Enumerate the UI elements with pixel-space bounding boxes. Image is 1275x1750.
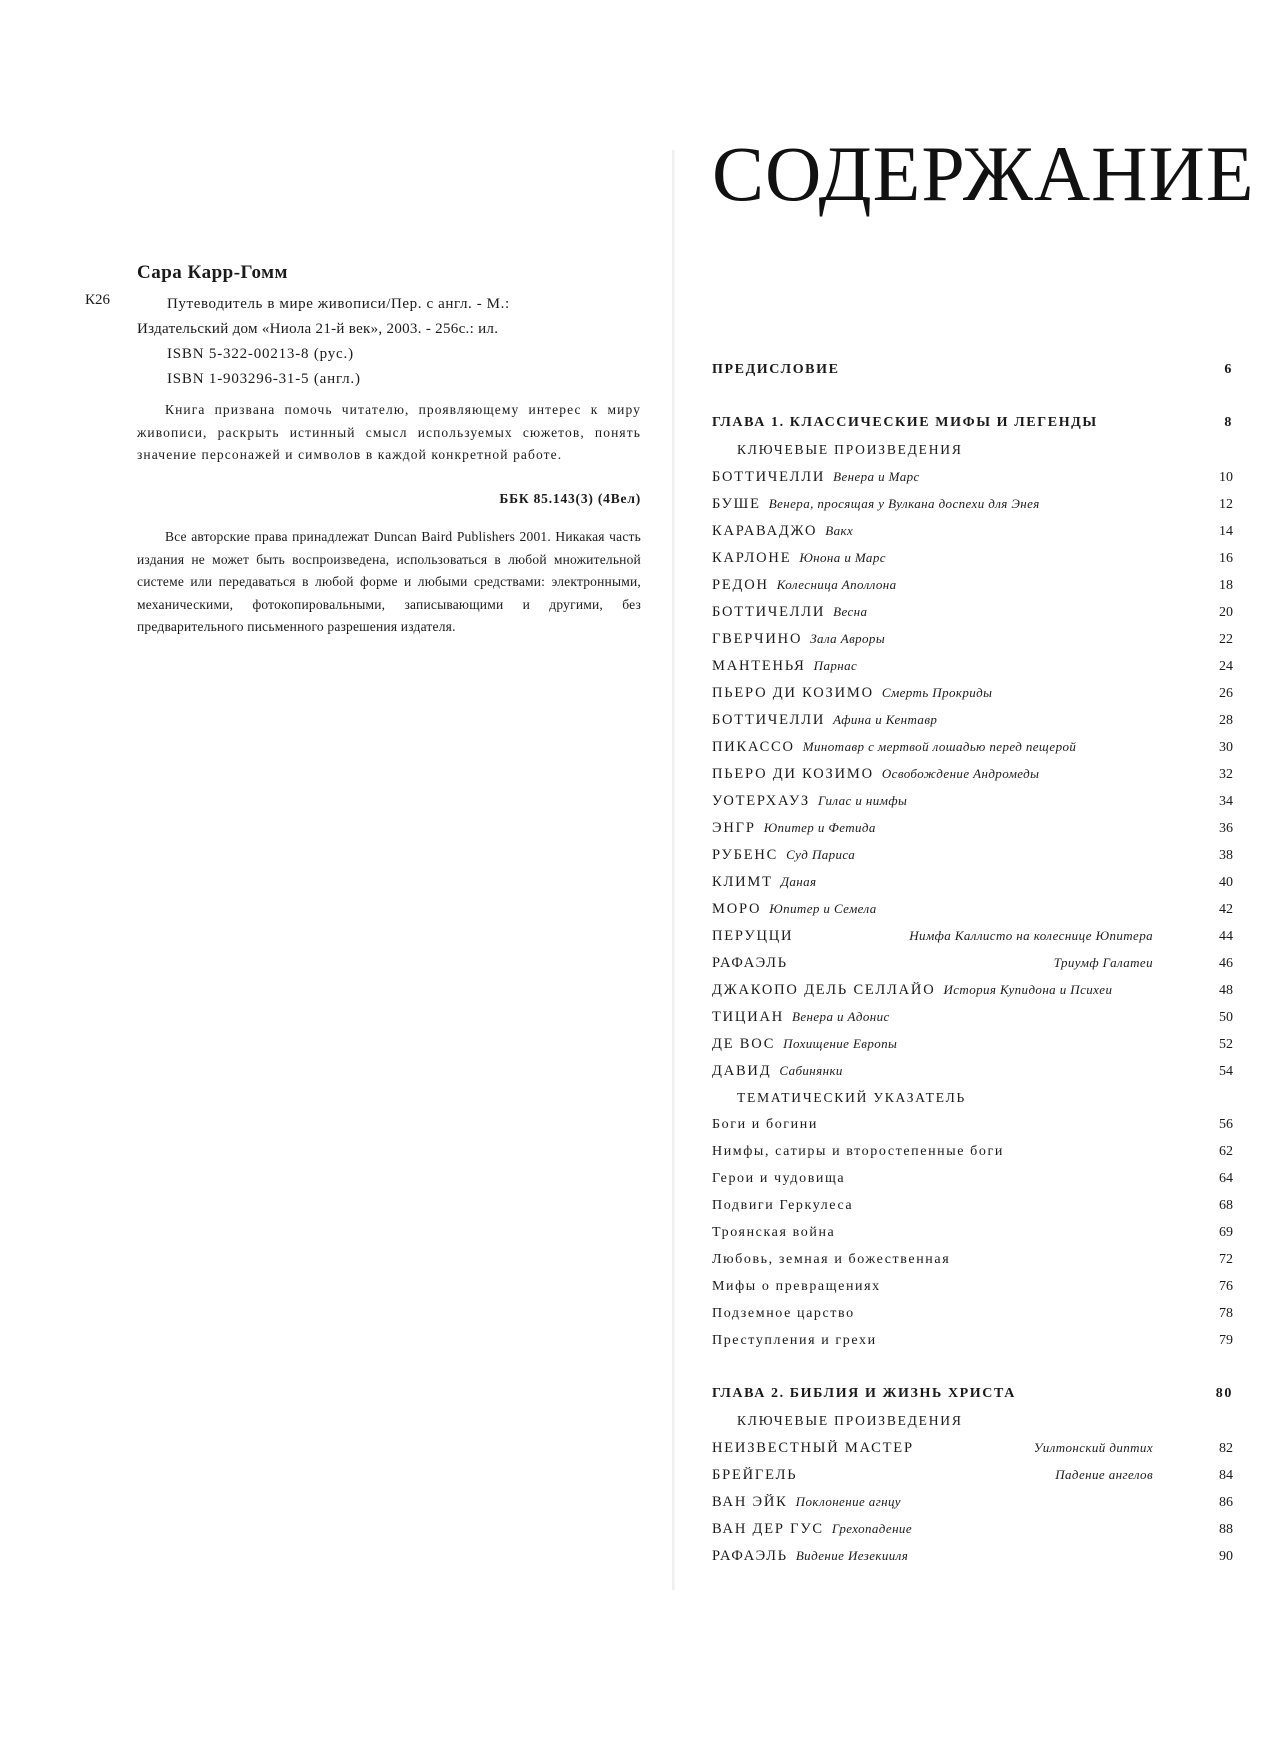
toc-entry-title: Весна — [833, 604, 868, 619]
toc-entry-artist: ВАН ДЕР ГУС — [712, 1521, 824, 1537]
toc-entry-title: Падение ангелов — [1055, 1467, 1153, 1482]
toc-entry-work[interactable] — [712, 820, 1233, 846]
toc-entry-chapter-2[interactable] — [712, 1386, 1233, 1412]
toc-entry-work[interactable] — [712, 739, 1233, 765]
toc-entry-artist: ГВЕРЧИНО — [712, 631, 803, 647]
toc-page-number: 14 — [1219, 524, 1233, 539]
toc-entry-artist: ПЕРУЦЦИ — [712, 928, 794, 944]
toc-entry-topic[interactable] — [712, 1198, 1233, 1224]
toc-page-number: 40 — [1219, 875, 1233, 890]
toc-entry-artist: ПЬЕРО ДИ КОЗИМО — [712, 766, 874, 782]
toc-entry-chapter-1[interactable] — [712, 415, 1233, 441]
toc-page-number: 36 — [1219, 821, 1233, 836]
toc-entry-title: Юпитер и Семела — [769, 901, 877, 916]
toc-page-number: 84 — [1219, 1468, 1233, 1483]
toc-entry-work[interactable] — [712, 550, 1233, 576]
toc-entry-title: Венера и Марс — [833, 469, 920, 484]
copyright-paragraph: Все авторские права принадлежат Duncan Baird Publishers 2001. Никакая часть издания не может быть воспроизведена, использоваться в любой множительной системе или передаваться в любой форме и любыми средствами: электронными, механическими, фотокопировальными, записывающими и другими, без предварительного письменного разрешения издателя. — [137, 529, 641, 634]
toc-entry-title: Поклонение агнцу — [795, 1494, 901, 1509]
toc-entry-title: Юпитер и Фетида — [763, 820, 876, 835]
toc-entry-topic[interactable] — [712, 1252, 1233, 1278]
biblio-line-2: Издательский дом «Ниола 21-й век», 2003. - 256с.: ил. — [137, 321, 499, 337]
toc-entry-topic[interactable] — [712, 1279, 1233, 1305]
toc-entry-artist: ВАН ЭЙК — [712, 1494, 788, 1510]
toc-entry-label: Подземное царство — [712, 1306, 855, 1321]
toc-entry-title: Похищение Европы — [783, 1036, 898, 1051]
isbn-english: ISBN 1-903296-31-5 (англ.) — [167, 371, 361, 387]
toc-entry-artist: МАНТЕНЬЯ — [712, 658, 806, 674]
toc-entry-artist: ПЬЕРО ДИ КОЗИМО — [712, 685, 874, 701]
toc-entry-label: ПРЕДИСЛОВИЕ — [712, 362, 840, 377]
toc-entry-artist: БОТТИЧЕЛЛИ — [712, 469, 826, 485]
toc-page-number: 52 — [1219, 1037, 1233, 1052]
toc-entry-title: Смерть Прокриды — [881, 685, 993, 700]
toc-page-number: 30 — [1219, 740, 1233, 755]
toc-page-number: 10 — [1219, 470, 1233, 485]
toc-entry-artist: КАРЛОНЕ — [712, 550, 792, 566]
toc-entry-topic[interactable] — [712, 1144, 1233, 1170]
toc-entry-label: Герои и чудовища — [712, 1171, 846, 1186]
toc-entry-work[interactable] — [712, 793, 1233, 819]
toc-entry-artist: БОТТИЧЕЛЛИ — [712, 604, 826, 620]
toc-entry-work[interactable] — [712, 1063, 1233, 1089]
toc-entry-artist: КЛИМТ — [712, 874, 773, 890]
toc-entry-label: ГЛАВА 2. БИБЛИЯ И ЖИЗНЬ ХРИСТА — [712, 1386, 1016, 1401]
toc-page-number: 26 — [1219, 686, 1233, 701]
toc-entry-title: Сабинянки — [779, 1063, 843, 1078]
toc-page-number: 69 — [1219, 1225, 1233, 1240]
toc-entry-artist: РАФАЭЛЬ — [712, 1548, 788, 1564]
toc-entry-label: Боги и богини — [712, 1117, 818, 1132]
toc-entry-artist: ПИКАССО — [712, 739, 795, 755]
toc-entry-preface[interactable] — [712, 362, 1233, 388]
toc-page-number: 54 — [1219, 1064, 1233, 1079]
toc-entry-title: История Купидона и Психеи — [943, 982, 1113, 997]
toc-page-number: 32 — [1219, 767, 1233, 782]
toc-page-number: 28 — [1219, 713, 1233, 728]
toc-entry-work[interactable] — [712, 1467, 1233, 1493]
toc-entry-title: Грехопадение — [831, 1521, 912, 1536]
toc-page-number: 68 — [1219, 1198, 1233, 1213]
toc-entry-work[interactable] — [712, 577, 1233, 603]
toc-entry-topic[interactable] — [712, 1306, 1233, 1332]
toc-page-number: 22 — [1219, 632, 1233, 647]
toc-page-number: 38 — [1219, 848, 1233, 863]
toc-entry-work[interactable] — [712, 523, 1233, 549]
toc-page-number: 44 — [1219, 929, 1233, 944]
toc-entry-artist: ДЖАКОПО ДЕЛЬ СЕЛЛАЙО — [712, 982, 936, 998]
isbn-russian: ISBN 5-322-00213-8 (рус.) — [167, 346, 354, 362]
toc-entry-label: Троянская война — [712, 1225, 836, 1240]
toc-entry-title: Нимфа Каллисто на колеснице Юпитера — [909, 928, 1153, 943]
toc-page-number: 20 — [1219, 605, 1233, 620]
toc-page-number: 16 — [1219, 551, 1233, 566]
toc-entry-work[interactable] — [712, 658, 1233, 684]
toc-entry-artist: КАРАВАДЖО — [712, 523, 818, 539]
toc-entry-artist: МОРО — [712, 901, 762, 917]
toc-entry-label: Подвиги Геркулеса — [712, 1198, 854, 1213]
toc-entry-work[interactable] — [712, 901, 1233, 927]
toc-entry-work[interactable] — [712, 766, 1233, 792]
library-code: К26 — [85, 292, 111, 308]
toc-entry-title: Юнона и Марс — [799, 550, 886, 565]
biblio-line-1: Путеводитель в мире живописи/Пер. с англ. - М.: — [167, 296, 510, 312]
toc-entry-artist: РЕДОН — [712, 577, 769, 593]
toc-page-number: 86 — [1219, 1495, 1233, 1510]
toc-entry-artist: РАФАЭЛЬ — [712, 955, 788, 971]
page-gutter-divider — [672, 150, 675, 1590]
toc-entry-work[interactable] — [712, 631, 1233, 657]
toc-page-number: 6 — [1224, 362, 1233, 377]
toc-page-number: 64 — [1219, 1171, 1233, 1186]
toc-entry-work[interactable] — [712, 1548, 1233, 1574]
toc-entry-work[interactable] — [712, 1494, 1233, 1520]
toc-entry-work[interactable] — [712, 982, 1233, 1008]
toc-page-number: 78 — [1219, 1306, 1233, 1321]
toc-entry-work[interactable] — [712, 1521, 1233, 1547]
toc-page-number: 82 — [1219, 1441, 1233, 1456]
toc-subheading-label: КЛЮЧЕВЫЕ ПРОИЗВЕДЕНИЯ — [737, 1413, 963, 1428]
toc-entry-label: Нимфы, сатиры и второстепенные боги — [712, 1144, 1004, 1159]
toc-entry-work[interactable] — [712, 1036, 1233, 1062]
toc-entry-artist: РУБЕНС — [712, 847, 779, 863]
toc-page-number: 24 — [1219, 659, 1233, 674]
toc-entry-title: Освобождение Андромеды — [881, 766, 1040, 781]
toc-entry-topic[interactable] — [712, 1171, 1233, 1197]
toc-subheading-key-works — [712, 442, 1233, 468]
toc-page-number: 12 — [1219, 497, 1233, 512]
toc-entry-artist: ДЕ ВОС — [712, 1036, 776, 1052]
toc-entry-work[interactable] — [712, 685, 1233, 711]
toc-page-number: 18 — [1219, 578, 1233, 593]
toc-entry-title: Вакх — [825, 523, 854, 538]
toc-entry-artist: ТИЦИАН — [712, 1009, 785, 1025]
toc-page-number: 88 — [1219, 1522, 1233, 1537]
toc-entry-topic[interactable] — [712, 1225, 1233, 1251]
toc-entry-label: Преступления и грехи — [712, 1333, 877, 1348]
toc-page-number: 46 — [1219, 956, 1233, 971]
toc-page-number: 72 — [1219, 1252, 1233, 1267]
bibliographic-record — [137, 292, 641, 392]
toc-page-number: 76 — [1219, 1279, 1233, 1294]
toc-page-number: 42 — [1219, 902, 1233, 917]
toc-entry-work[interactable] — [712, 955, 1233, 981]
bbk-code: ББК 85.143(3) (4Вел) — [499, 491, 641, 506]
toc-entry-artist: НЕИЗВЕСТНЫЙ МАСТЕР — [712, 1440, 914, 1456]
author-name: Сара Карр-Гомм — [137, 262, 288, 283]
toc-entry-title: Уилтонский диптих — [1033, 1440, 1153, 1455]
toc-entry-work[interactable] — [712, 1440, 1233, 1466]
toc-page-number: 50 — [1219, 1010, 1233, 1025]
toc-entry-artist: ДАВИД — [712, 1063, 772, 1079]
toc-entry-title: Афина и Кентавр — [833, 712, 938, 727]
toc-page-number: 90 — [1219, 1549, 1233, 1564]
toc-page-number: 79 — [1219, 1333, 1233, 1348]
toc-entry-artist: БОТТИЧЕЛЛИ — [712, 712, 826, 728]
toc-page-number: 48 — [1219, 983, 1233, 998]
toc-entry-label: ГЛАВА 1. КЛАССИЧЕСКИЕ МИФЫ И ЛЕГЕНДЫ — [712, 415, 1098, 430]
toc-title: СОДЕРЖАНИЕ — [712, 130, 1255, 217]
toc-entry-work[interactable] — [712, 604, 1233, 630]
toc-page-number: 62 — [1219, 1144, 1233, 1159]
toc-entry-title: Триумф Галатеи — [1053, 955, 1153, 970]
toc-entry-title: Даная — [780, 874, 817, 889]
toc-entry-title: Суд Париса — [786, 847, 856, 862]
toc-entry-work[interactable] — [712, 1009, 1233, 1035]
toc-entry-title: Парнас — [813, 658, 858, 673]
toc-entry-title: Минотавр с мертвой лошадью перед пещерой — [802, 739, 1077, 754]
toc-entry-label: Любовь, земная и божественная — [712, 1252, 951, 1267]
toc-entry-title: Венера и Адонис — [792, 1009, 890, 1024]
toc-entry-title: Гилас и нимфы — [817, 793, 908, 808]
toc-subheading-label: ТЕМАТИЧЕСКИЙ УКАЗАТЕЛЬ — [737, 1090, 967, 1105]
toc-entry-topic[interactable] — [712, 1333, 1233, 1359]
annotation-paragraph: Книга призвана помочь читателю, проявляющему интерес к миру живописи, раскрыть истинный смысл используемых сюжетов, понять значение персонажей и символов в каждой конкретной работе. — [137, 402, 641, 462]
toc-entry-artist: УОТЕРХАУЗ — [712, 793, 810, 809]
toc-subheading-label: КЛЮЧЕВЫЕ ПРОИЗВЕДЕНИЯ — [737, 442, 963, 457]
toc-entry-artist: БУШЕ — [712, 496, 761, 512]
toc-entry-work[interactable] — [712, 496, 1233, 522]
toc-entry-title: Колесница Аполлона — [776, 577, 897, 592]
toc-entry-work[interactable] — [712, 874, 1233, 900]
toc-entry-label: Мифы о превращениях — [712, 1279, 881, 1294]
toc-entry-topic[interactable] — [712, 1117, 1233, 1143]
toc-entry-artist: ЭНГР — [712, 820, 756, 836]
toc-entry-title: Венера, просящая у Вулкана доспехи для Энея — [768, 496, 1040, 511]
toc-entry-work[interactable] — [712, 469, 1233, 495]
toc-subheading-thematic-index — [712, 1090, 1233, 1116]
toc-entry-title: Видение Иезекииля — [795, 1548, 909, 1563]
toc-page-number: 8 — [1224, 415, 1233, 430]
toc-page-number: 80 — [1215, 1386, 1233, 1401]
toc-entry-work[interactable] — [712, 928, 1233, 954]
toc-entry-artist: БРЕЙГЕЛЬ — [712, 1467, 798, 1483]
toc-entry-work[interactable] — [712, 847, 1233, 873]
toc-page-number: 56 — [1219, 1117, 1233, 1132]
toc-page-number: 34 — [1219, 794, 1233, 809]
toc-entry-title: Зала Авроры — [810, 631, 886, 646]
toc-subheading-key-works — [712, 1413, 1233, 1439]
toc-entry-work[interactable] — [712, 712, 1233, 738]
